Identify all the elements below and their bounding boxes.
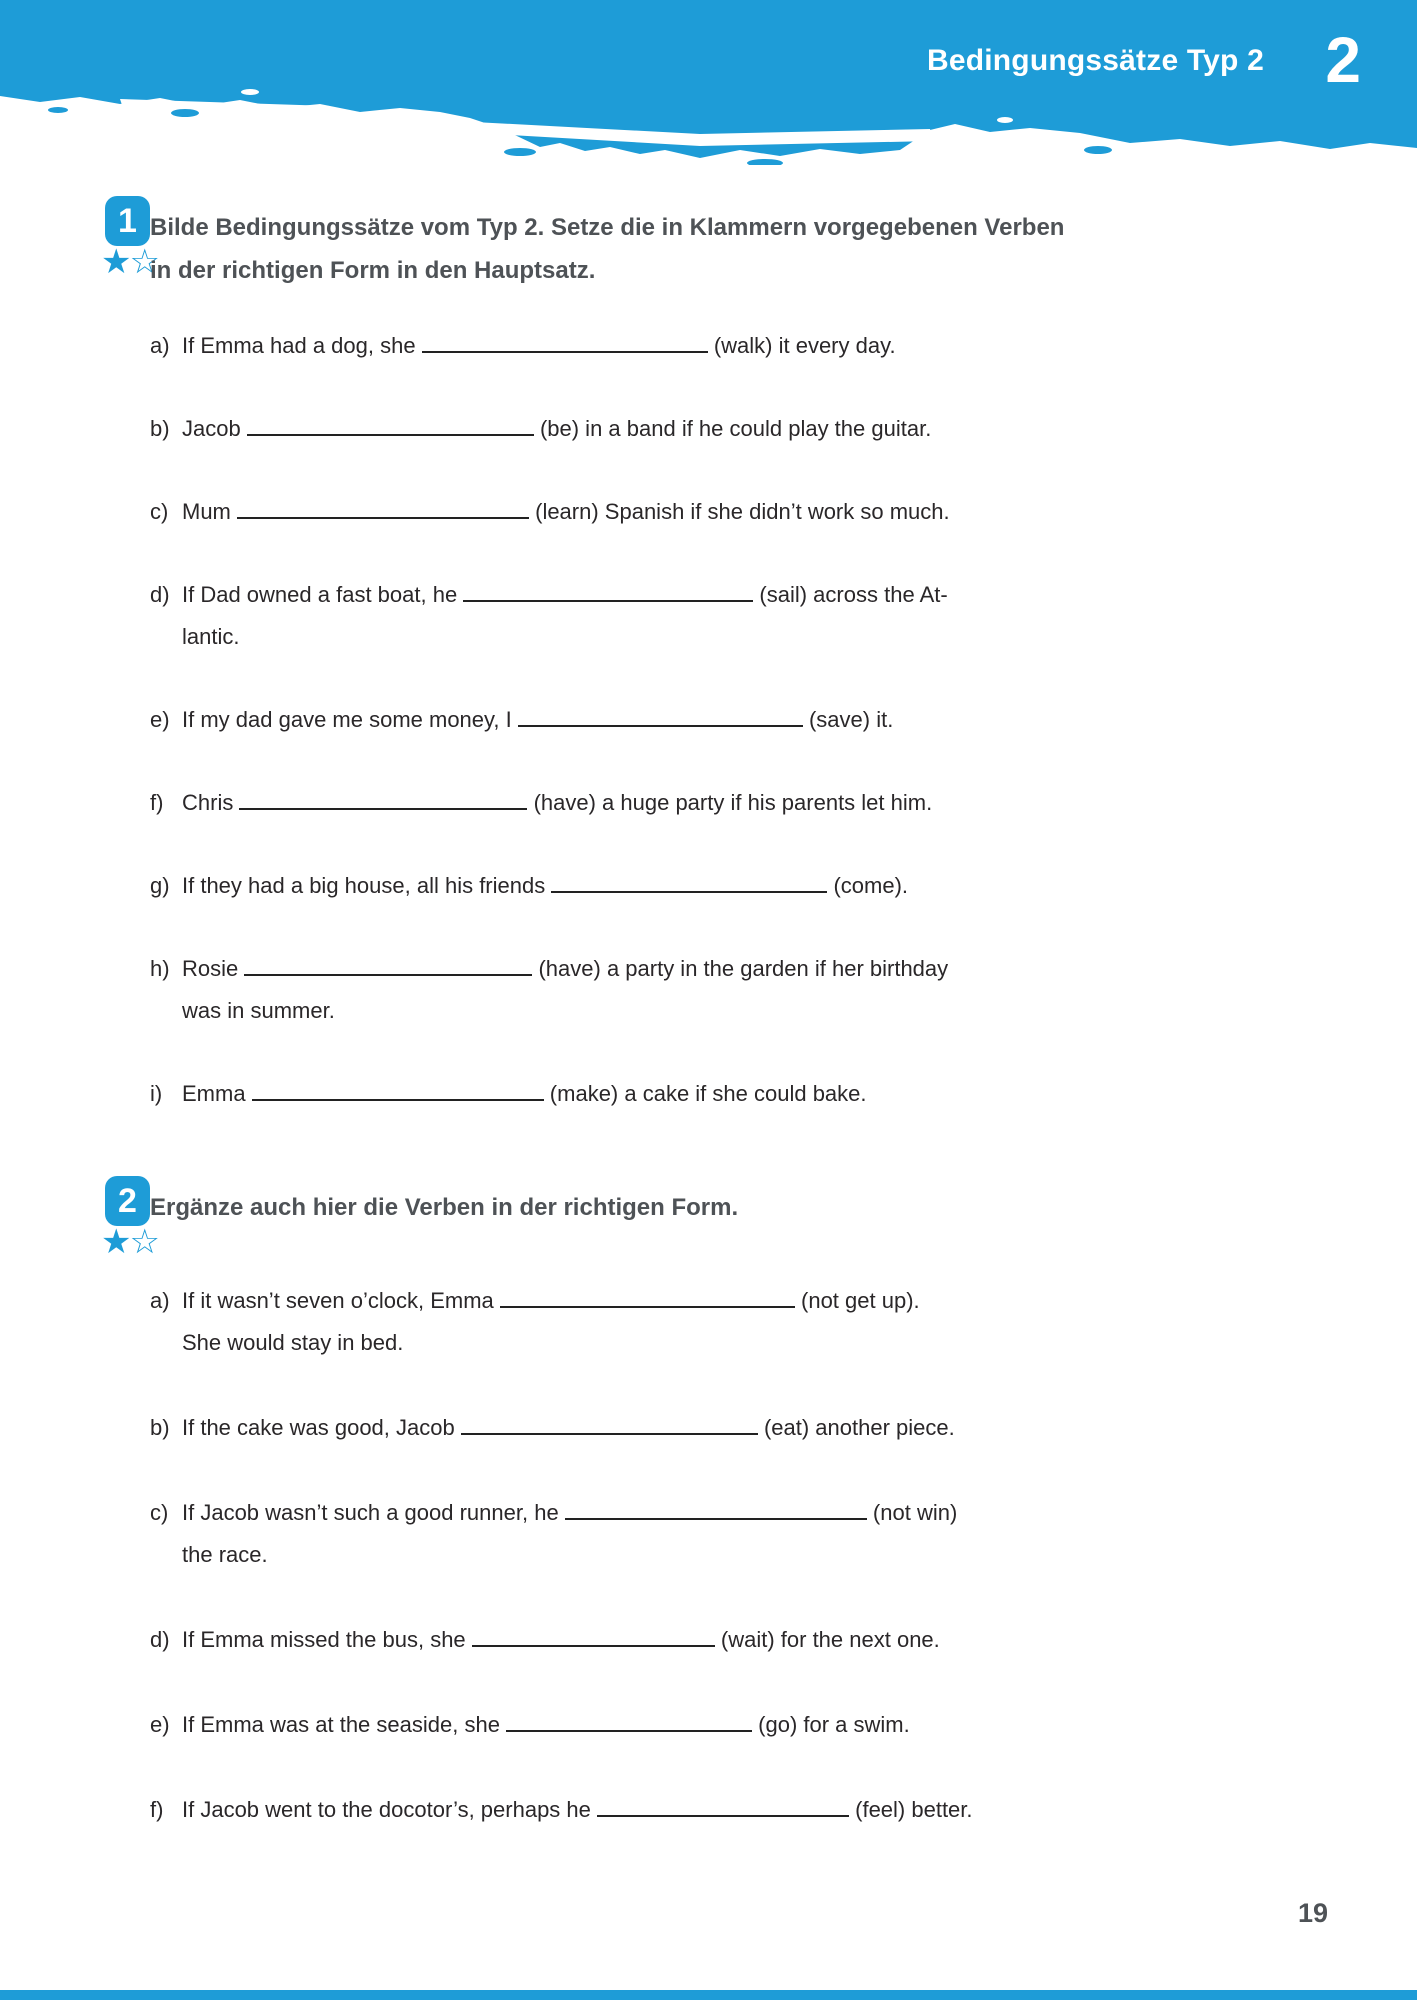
page-number: 19 <box>1297 1898 1328 1928</box>
fill-in-blank <box>565 1496 867 1520</box>
star-outline-icon: ☆ <box>129 243 158 281</box>
header-band <box>0 0 1417 165</box>
item-label: b) <box>150 416 170 441</box>
item-text <box>182 491 1340 533</box>
item-text-segment: If the cake was good, Jacob <box>182 1415 461 1440</box>
brush-texture <box>0 0 1417 165</box>
exercise-item <box>150 865 1340 907</box>
item-text <box>182 574 1340 658</box>
fill-in-blank <box>518 703 803 727</box>
item-text-segment: If Jacob went to the docotor’s, perhaps he <box>182 1797 598 1822</box>
fill-in-blank <box>239 786 527 810</box>
item-text-segment: (learn) Spanish if she didn’t work so much. <box>529 499 950 524</box>
page-title: Bedingungssätze Typ 2 <box>926 44 1264 77</box>
exercise-item <box>150 1280 1340 1364</box>
item-text-segment: (not win) <box>866 1500 958 1525</box>
fill-in-blank <box>463 578 753 602</box>
fill-in-blank <box>247 412 534 436</box>
item-text <box>182 1789 1340 1831</box>
item-text-segment: Rosie <box>182 956 245 981</box>
fill-in-blank <box>551 869 827 893</box>
item-text-segment: If Emma missed the bus, she <box>182 1627 472 1652</box>
item-text-segment: (save) it. <box>802 707 894 732</box>
exercise-item <box>150 1492 1340 1576</box>
item-text-segment: If they had a big house, all his friends <box>182 873 552 898</box>
item-label: e) <box>150 707 170 732</box>
fill-in-blank <box>597 1793 849 1817</box>
item-text-segment: (eat) another piece. <box>757 1415 955 1440</box>
fill-in-blank <box>244 952 532 976</box>
exercise-items <box>150 1280 1340 1874</box>
exercise-1 <box>0 196 1417 1126</box>
item-text-segment: (go) for a swim. <box>752 1712 910 1737</box>
item-text-segment: the race. <box>182 1542 268 1567</box>
exercise-item <box>150 699 1340 741</box>
item-label: f) <box>150 1797 164 1822</box>
exercise-items <box>150 325 1340 1156</box>
star-outline-icon: ☆ <box>129 1223 158 1261</box>
item-text <box>182 1704 1340 1746</box>
item-text-segment: (be) in a band if he could play the guitar. <box>533 416 932 441</box>
fill-in-blank <box>422 329 708 353</box>
instruction-text <box>150 206 1320 292</box>
item-text-segment: If Jacob wasn’t such a good runner, he <box>182 1500 565 1525</box>
item-text-segment: (have) a huge party if his parents let him. <box>527 790 933 815</box>
instruction-text <box>150 1186 1320 1229</box>
exercise-item <box>150 1619 1340 1661</box>
item-text-segment: (come). <box>827 873 909 898</box>
item-label: c) <box>150 1500 169 1525</box>
item-text-segment: (not get up). <box>794 1288 920 1313</box>
fill-in-blank <box>472 1623 715 1647</box>
item-text-segment: (wait) for the next one. <box>714 1627 940 1652</box>
item-text-segment: Chris <box>182 790 240 815</box>
item-text-segment: (make) a cake if she could bake. <box>543 1081 867 1106</box>
item-text <box>182 1492 1340 1576</box>
item-text-segment: (feel) better. <box>849 1797 973 1822</box>
item-text-segment: lantic. <box>182 624 240 649</box>
exercise-item <box>150 1704 1340 1746</box>
exercise-number-badge: 2 <box>105 1176 150 1226</box>
fill-in-blank <box>461 1411 758 1435</box>
star-filled-icon: ★ <box>101 1223 130 1261</box>
fill-in-blank <box>500 1284 795 1308</box>
exercise-item <box>150 1407 1340 1449</box>
item-text-segment: If Emma had a dog, she <box>182 333 422 358</box>
star-filled-icon: ★ <box>101 243 130 281</box>
item-text-segment: Mum <box>182 499 237 524</box>
item-label: h) <box>150 956 170 981</box>
item-text-segment: She would stay in bed. <box>182 1330 404 1355</box>
item-label: c) <box>150 499 169 524</box>
chapter-number: 2 <box>1325 24 1361 96</box>
item-text <box>182 1280 1340 1364</box>
fill-in-blank <box>237 495 529 519</box>
instruction-line: in der richtigen Form in den Hauptsatz. <box>150 257 596 284</box>
exercise-item <box>150 574 1340 658</box>
item-text-segment: was in summer. <box>182 998 335 1023</box>
instruction-line: Ergänze auch hier die Verben in der richtigen Form. <box>150 1194 739 1221</box>
fill-in-blank <box>506 1708 752 1732</box>
item-label: a) <box>150 333 170 358</box>
item-text <box>182 782 1340 824</box>
item-label: i) <box>150 1081 163 1106</box>
item-text <box>182 865 1340 907</box>
item-text <box>182 325 1340 367</box>
item-text-segment: (have) a party in the garden if her birthday <box>532 956 949 981</box>
exercise-item <box>150 948 1340 1032</box>
item-text-segment: If it wasn’t seven o’clock, Emma <box>182 1288 500 1313</box>
item-label: e) <box>150 1712 170 1737</box>
item-text-segment: (sail) across the At- <box>753 582 948 607</box>
item-text <box>182 699 1340 741</box>
item-text-segment: (walk) it every day. <box>707 333 896 358</box>
item-label: f) <box>150 790 164 815</box>
item-text-segment: If Emma was at the seaside, she <box>182 1712 507 1737</box>
bottom-accent-strip <box>0 1990 1417 2000</box>
item-text <box>182 1073 1340 1115</box>
item-text <box>182 1619 1340 1661</box>
item-text-segment: If Dad owned a fast boat, he <box>182 582 464 607</box>
item-label: d) <box>150 582 170 607</box>
item-text-segment: Jacob <box>182 416 247 441</box>
item-text-segment: If my dad gave me some money, I <box>182 707 518 732</box>
exercise-item <box>150 1073 1340 1115</box>
item-label: g) <box>150 873 170 898</box>
exercise-item <box>150 408 1340 450</box>
exercise-item <box>150 491 1340 533</box>
item-text-segment: Emma <box>182 1081 252 1106</box>
exercise-item <box>150 782 1340 824</box>
item-label: d) <box>150 1627 170 1652</box>
instruction-line: Bilde Bedingungssätze vom Typ 2. Setze die in Klammern vorgegebenen Verben <box>150 214 1065 241</box>
item-text <box>182 1407 1340 1449</box>
item-text <box>182 408 1340 450</box>
item-text <box>182 948 1340 1032</box>
exercise-2 <box>0 1176 1417 1876</box>
item-label: b) <box>150 1415 170 1440</box>
item-label: a) <box>150 1288 170 1313</box>
fill-in-blank <box>252 1077 544 1101</box>
exercise-item <box>150 1789 1340 1831</box>
exercise-number-badge: 1 <box>105 196 150 246</box>
exercise-item <box>150 325 1340 367</box>
